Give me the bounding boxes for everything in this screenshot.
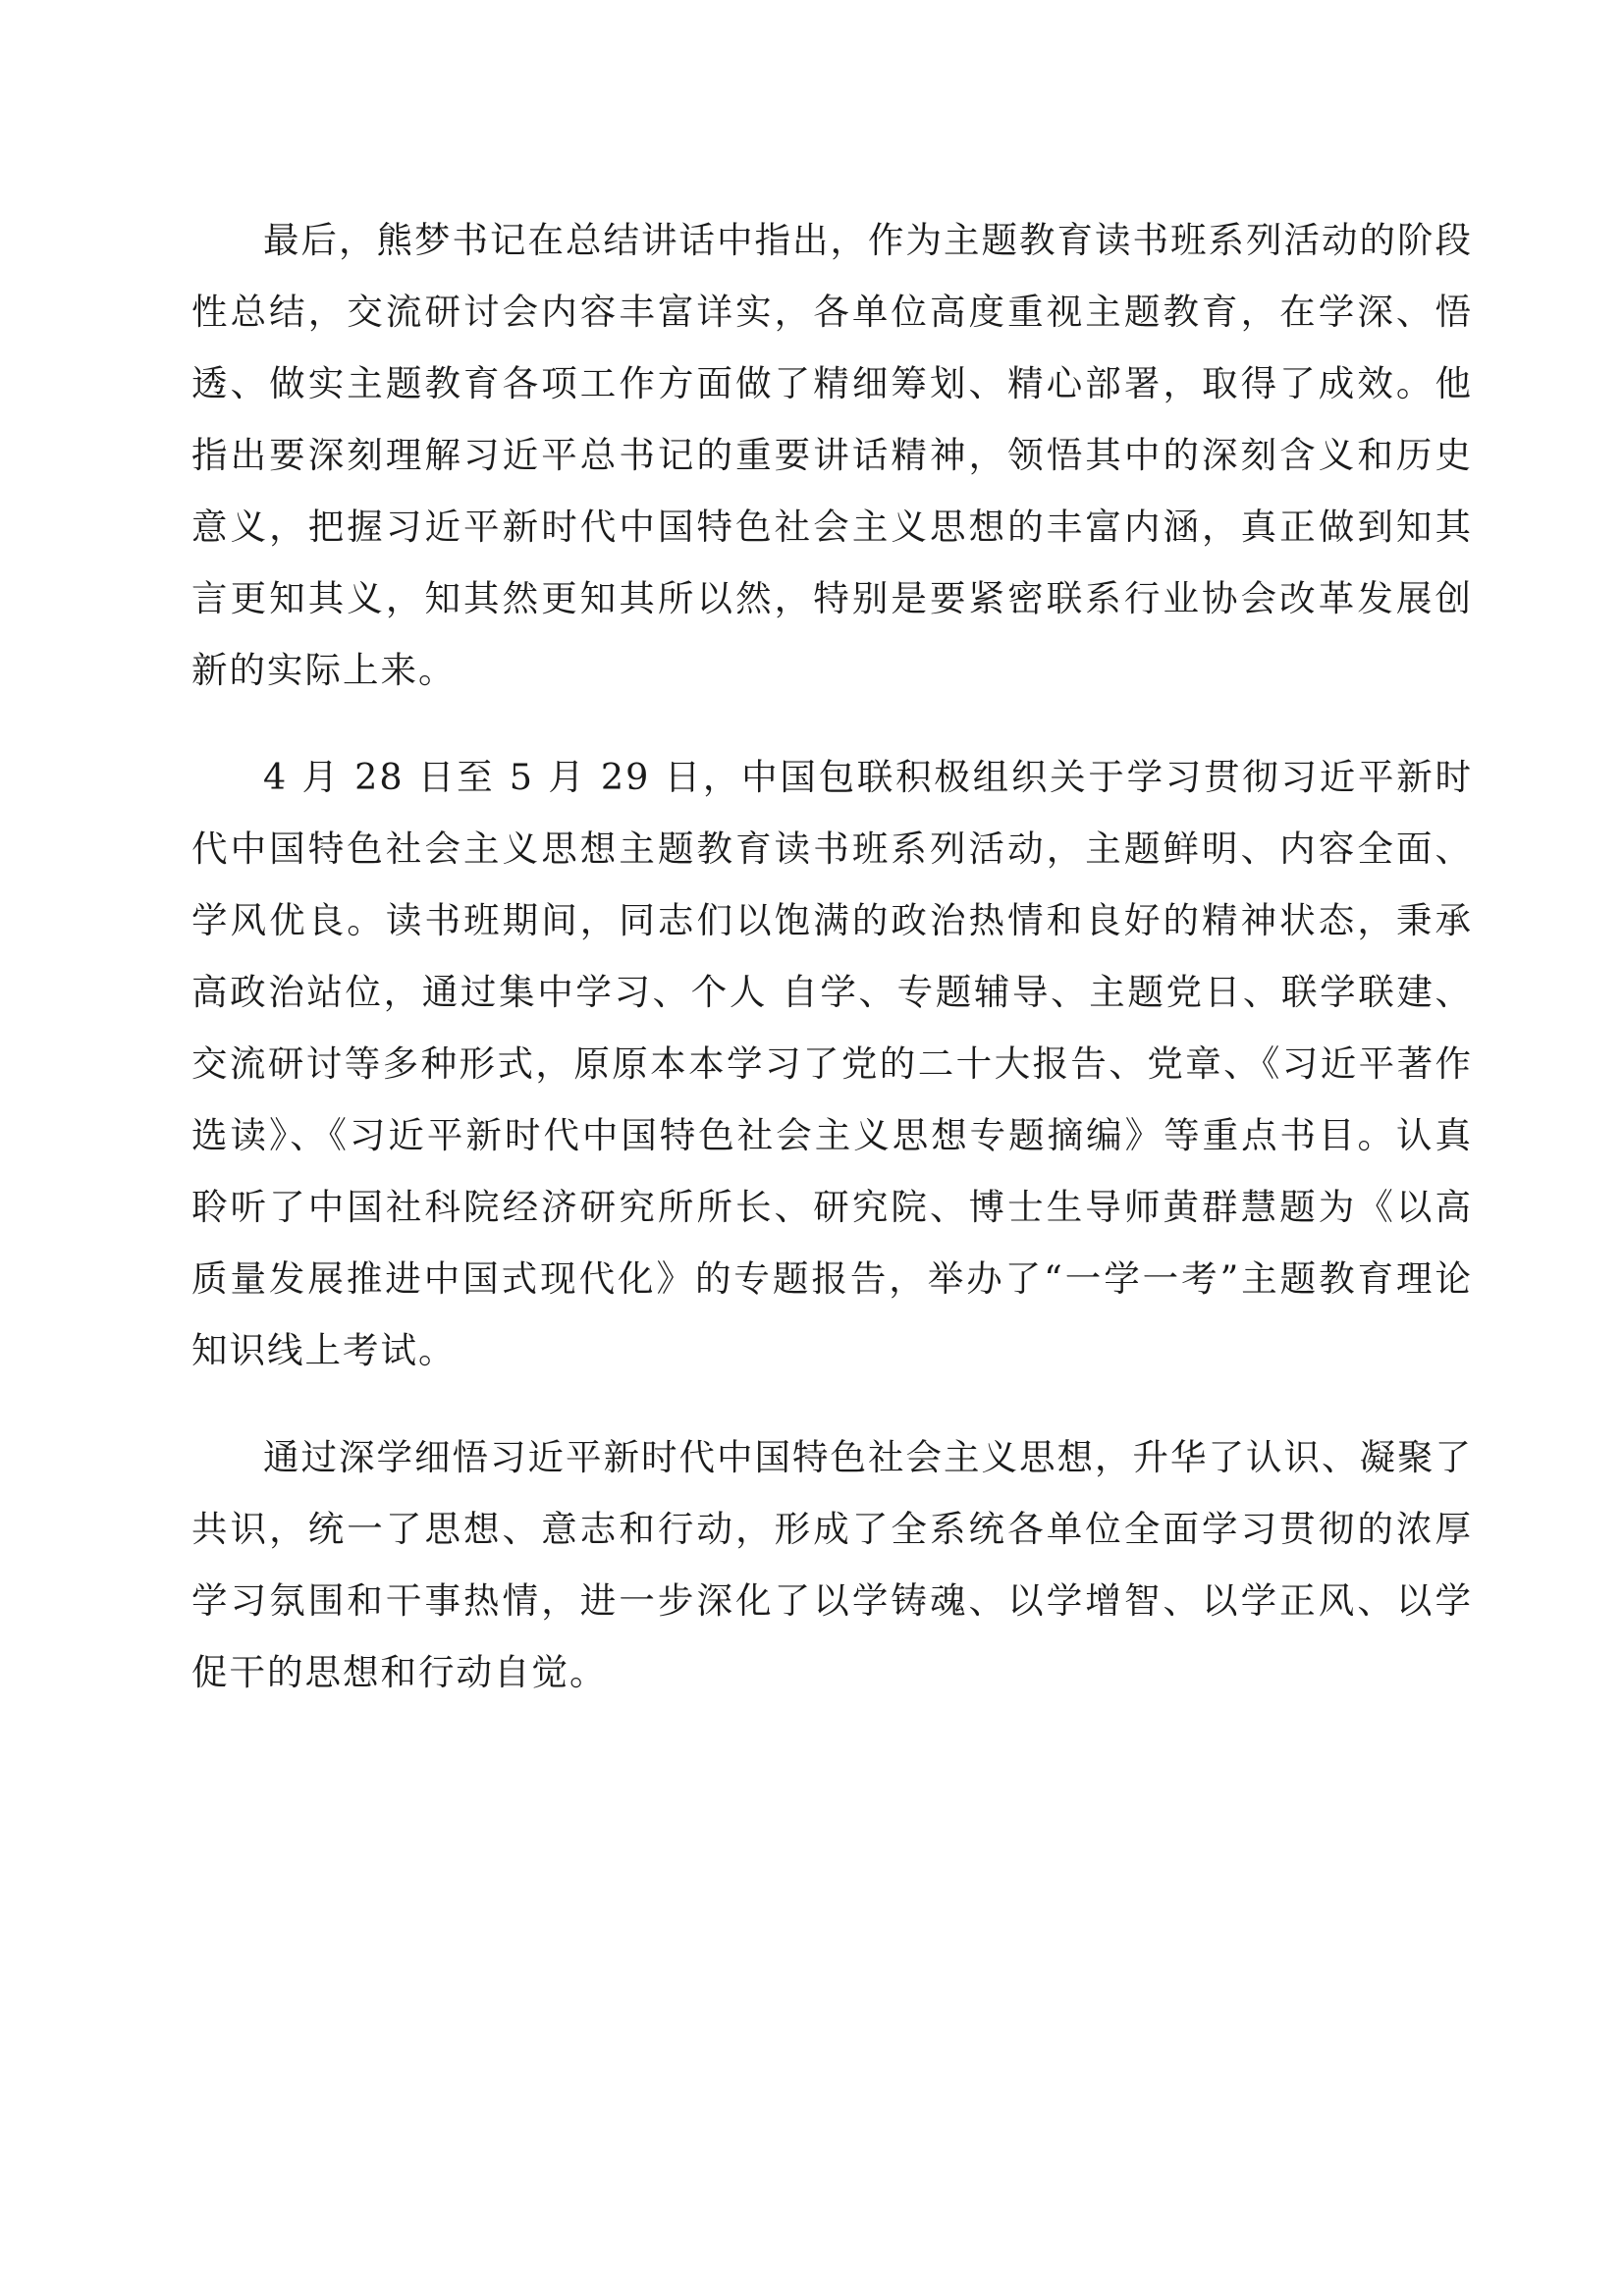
document-body [191,204,1473,1708]
paragraph-summary-speech: 最后，熊梦书记在总结讲话中指出，作为主题教育读书班系列活动的阶段性总结，交流研讨会内容丰富详实，各单位高度重视主题教育，在学深、悟透、做实主题教育各项工作方面做了精细筹划、精心部署，取得了成效。他指出要深刻理解习近平总书记的重要讲话精神，领悟其中的深刻含义和历史意义，把握习近平新时代中国特色社会主义思想的丰富内涵，真正做到知其言更知其义，知其然更知其所以然，特别是要紧密联系行业协会改革发展创新的实际上来。 [191,219,1473,691]
paragraph-conclusion: 通过深学细悟习近平新时代中国特色社会主义思想，升华了认识、凝聚了共识，统一了思想、意志和行动，形成了全系统各单位全面学习贯彻的浓厚学习氛围和干事热情，进一步深化了以学铸魂、以学增智、以学正风、以学促干的思想和行动自觉。 [191,1436,1473,1693]
paragraph-reading-class: 4 月 28 日至 5 月 29 日，中国包联积极组织关于学习贯彻习近平新时代中国特色社会主义思想主题教育读书班系列活动，主题鲜明、内容全面、学风优良。读书班期间，同志们以饱满的政治热情和良好的精神状态，秉承高政治站位，通过集中学习、个人 自学、专题辅导、主题党日、联学联建、交流研讨等多种形式，原原本本学习了党的二十大报告、党章、《习近平著作选读》、《习近平新时代中国特色社会主义思想专题摘编》等重点书目。认真聆听了中国社科院经济研究所所长、研究院、博士生导师黄群慧题为《以高质量发展推进中国式现代化》的专题报告，举办了“一学一考”主题教育理论知识线上考试。 [191,756,1473,1371]
